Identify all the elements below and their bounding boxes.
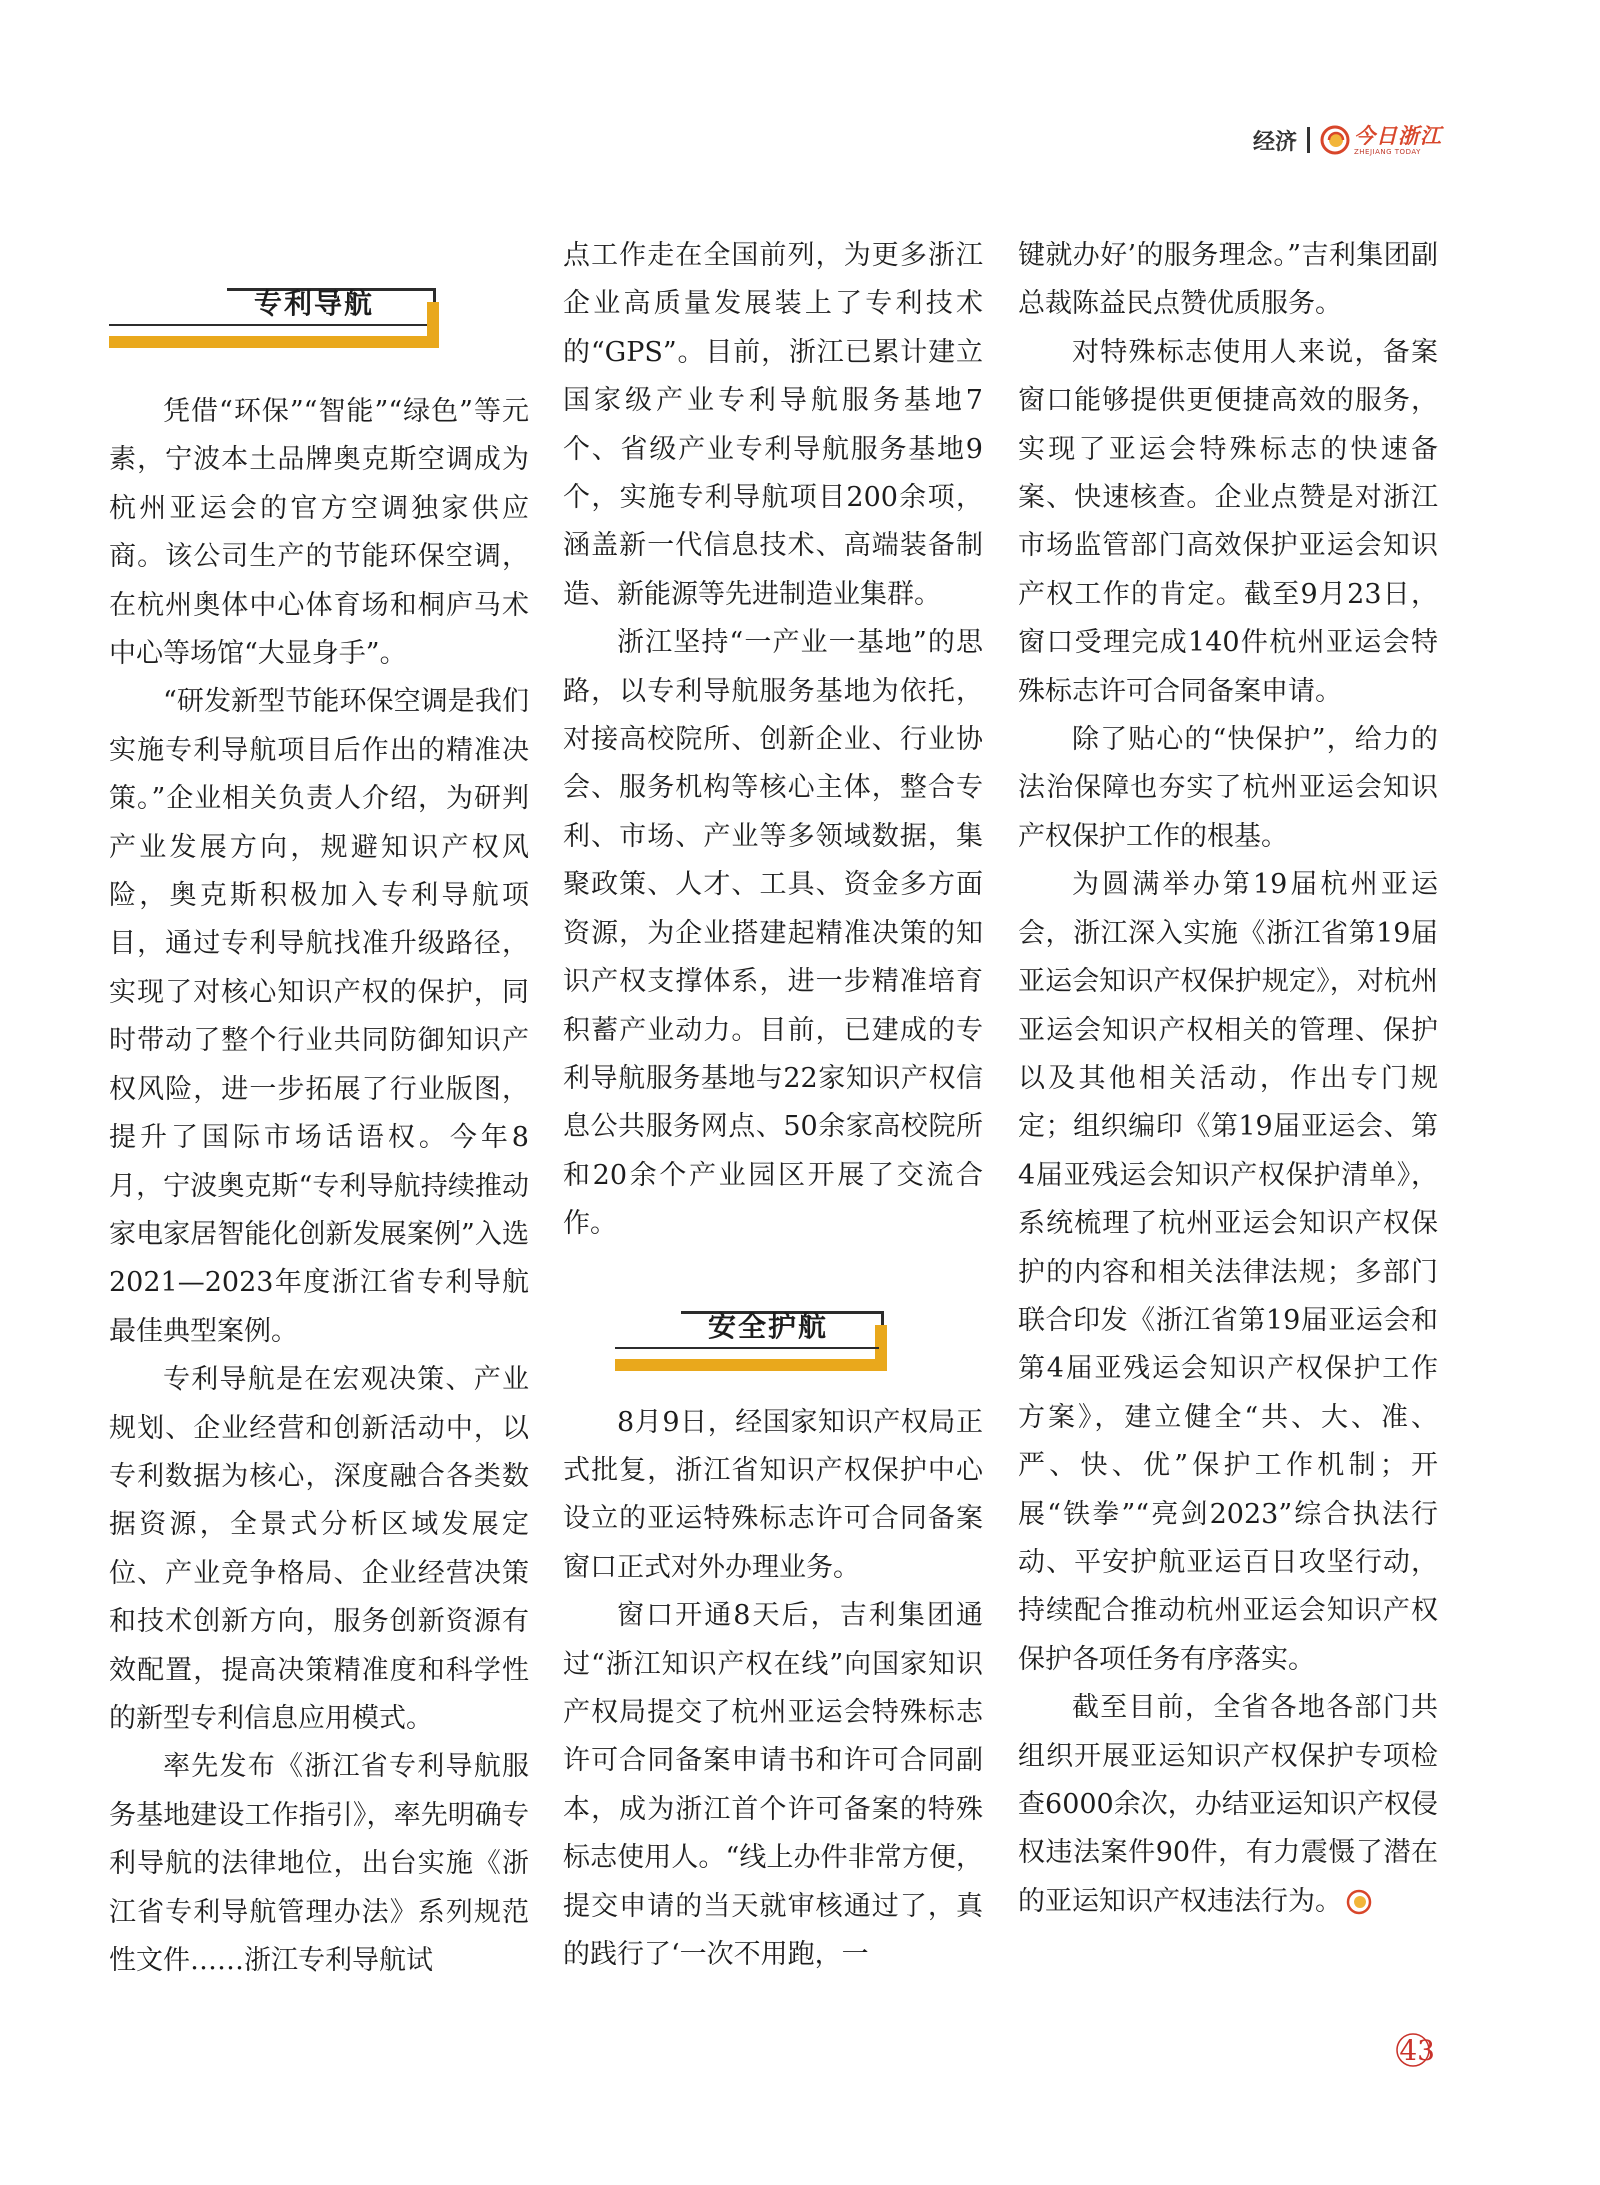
section-heading-patent-navigation: [109, 230, 529, 350]
paragraph: 率先发布《浙江省专利导航服务基地建设工作指引》，率先明确专利导航的法律地位，出台实施《浙江省专利导航管理办法》系列规范性文件……浙江专利导航试: [109, 1751, 529, 1976]
section-title: 专利导航: [254, 287, 375, 320]
section-title: 安全护航: [708, 1309, 829, 1343]
article-column-1: [109, 230, 529, 1985]
article-column-2: [563, 232, 983, 1979]
heading-accent-underbar: [109, 336, 439, 348]
logo-chinese-text: 今日浙江: [1354, 122, 1442, 148]
paragraph: 凭借“环保”“智能”“绿色”等元素，宁波本土品牌奥克斯空调成为杭州亚运会的官方空调独家供应商。该公司生产的节能环保空调，在杭州奥体中心体育场和桐庐马术中心等场馆“大显身手”。: [109, 396, 529, 670]
paragraph-text: 截至目前，全省各地各部门共组织开展亚运知识产权保护专项检查6000余次，办结亚运知识产权侵权违法案件90件，有力震慑了潜在的亚运知识产权违法行为。: [1018, 1692, 1438, 1917]
article-column-3: [1018, 232, 1438, 1926]
heading-underline: [615, 1347, 879, 1349]
page-number: [1399, 2034, 1435, 2067]
page-header: [1253, 120, 1442, 160]
paragraph: 浙江坚持“一产业一基地”的思路，以专利导航服务基地为依托，对接高校院所、创新企业、行业协会、服务机构等核心主体，整合专利、市场、产业等多领域数据，集聚政策、人才、工具、资金多方面资源，为企业搭建起精准决策的知识产权支撑体系，进一步精准培育积蓄产业动力。目前，已建成的专利导航服务基地与22家知识产权信息公共服务网点、50余家高校院所和20余个产业园区开展了交流合作。: [563, 627, 983, 1240]
paragraph: 专利导航是在宏观决策、产业规划、企业经营和创新活动中，以专利数据为核心，深度融合各类数据资源，全景式分析区域发展定位、产业竞争格局、企业经营决策和技术创新方向，服务创新资源有效配置，提高决策精准度和科学性的新型专利信息应用模式。: [109, 1364, 529, 1734]
paragraph: 窗口开通8天后，吉利集团通过“浙江知识产权在线”向国家知识产权局提交了杭州亚运会特殊标志许可合同备案申请书和许可合同副本，成为浙江首个许可备案的特殊标志使用人。“线上办件非常方便，提交申请的当天就审核通过了，真的践行了‘一次不用跑，一: [563, 1600, 983, 1970]
section-name: 经济: [1252, 129, 1297, 155]
paragraph: 点工作走在全国前列，为更多浙江企业高质量发展装上了专利技术的“GPS”。目前，浙江已累计建立国家级产业专利导航服务基地7个、省级产业专利导航服务基地9个，实施专利导航项目200余项，涵盖新一代信息技术、高端装备制造、新能源等先进制造业集群。: [563, 240, 983, 610]
paragraph: 8月9日，经国家知识产权局正式批复，浙江省知识产权保护中心设立的亚运特殊标志许可合同备案窗口正式对外办理业务。: [563, 1406, 983, 1583]
paragraph: 对特殊标志使用人来说，备案窗口能够提供更便捷高效的服务，实现了亚运会特殊标志的快速备案、快速核查。企业点赞是对浙江市场监管部门高效保护亚运会知识产权工作的肯定。截至9月23日，窗口受理完成140件杭州亚运会特殊标志许可合同备案申请。: [1018, 336, 1438, 707]
paragraph: 除了贴心的“快保护”，给力的法治保障也夯实了杭州亚运会知识产权保护工作的根基。: [1018, 724, 1438, 852]
magazine-logo: [1320, 122, 1442, 156]
paragraph: 为圆满举办第19届杭州亚运会，浙江深入实施《浙江省第19届亚运会知识产权保护规定》，对杭州亚运会知识产权相关的管理、保护以及其他相关活动，作出专门规定；组织编印《第19届亚运会、第4届亚残运会知识产权保护清单》，系统梳理了杭州亚运会知识产权保护的内容和相关法律法规；多部门联合印发《浙江省第19届亚运会和第4届亚残运会知识产权保护工作方案》，建立健全“共、大、准、严、快、优”保护工作机制；开展“铁拳”“亮剑2023”综合执法行动、平安护航亚运百日攻坚行动，持续配合推动杭州亚运会知识产权保护各项任务有序落实。: [1018, 869, 1438, 1675]
logo-swirl-icon: [1320, 125, 1350, 155]
paragraph-final: [1018, 1684, 1438, 1926]
paragraph: “研发新型节能环保空调是我们实施专利导航项目后作出的精准决策。”企业相关负责人介绍，为研判产业发展方向，规避知识产权风险，奥克斯积极加入专利导航项目，通过专利导航找准升级路径，实现了对核心知识产权的保护，同时带动了整个行业共同防御知识产权风险，进一步拓展了行业版图，提升了国际市场话语权。今年8月，宁波奥克斯“专利导航持续推动家电家居智能化创新发展案例”入选2021—2023年度浙江省专利导航最佳典型案例。: [109, 686, 529, 1347]
heading-accent-underbar: [615, 1359, 887, 1371]
paragraph: 键就办好’的服务理念。”吉利集团副总裁陈益民点赞优质服务。: [1018, 240, 1438, 320]
header-divider: [1307, 127, 1310, 153]
page-number-text: 43: [1399, 2034, 1435, 2067]
end-mark-icon: [1346, 1889, 1372, 1915]
logo-english-text: ZHEJIANG TODAY: [1354, 147, 1421, 156]
heading-underline: [109, 324, 427, 326]
section-heading-safe-escort: [563, 1249, 983, 1399]
